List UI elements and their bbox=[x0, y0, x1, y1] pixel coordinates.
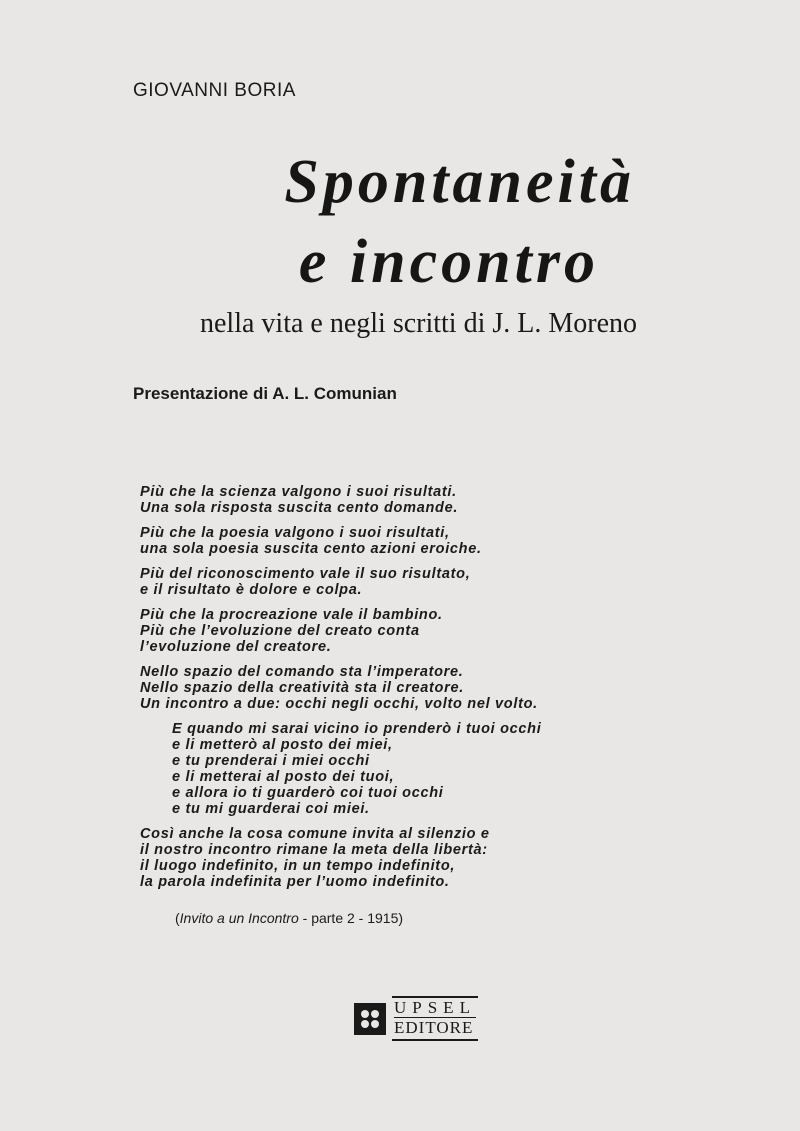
poem bbox=[140, 484, 541, 899]
poem-line: Più che la scienza valgono i suoi risultati. bbox=[140, 484, 457, 500]
poem-line: Una sola risposta suscita cento domande. bbox=[140, 500, 459, 516]
poem-line: e tu mi guarderai coi miei. bbox=[172, 801, 370, 817]
publisher-wordmark bbox=[392, 996, 478, 1041]
author-name: GIOVANNI BORIA bbox=[133, 80, 296, 101]
poem-line: Così anche la cosa comune invita al silenzio e bbox=[140, 826, 490, 842]
citation-rest: - parte 2 - 1915) bbox=[298, 910, 404, 926]
poem-line: Più che la poesia valgono i suoi risultati, bbox=[140, 525, 450, 541]
stanza bbox=[140, 525, 541, 557]
presentation-credit: Presentazione di A. L. Comunian bbox=[133, 384, 397, 403]
publisher-logo bbox=[354, 996, 478, 1041]
poem-line: E quando mi sarai vicino io prenderò i tuoi occhi bbox=[172, 721, 542, 737]
stanza bbox=[140, 607, 541, 655]
stanza-indented bbox=[172, 721, 541, 817]
title-line-2: e incontro bbox=[298, 228, 599, 296]
stanza bbox=[140, 664, 541, 712]
subtitle: nella vita e negli scritti di J. L. Moreno bbox=[200, 308, 638, 339]
citation-work: Invito a un Incontro bbox=[179, 910, 299, 926]
poem-line: Più del riconoscimento vale il suo risultato, bbox=[140, 566, 471, 582]
poem-line: Un incontro a due: occhi negli occhi, volto nel volto. bbox=[140, 696, 538, 712]
citation-open: ( bbox=[175, 910, 180, 926]
poem-line: l’evoluzione del creatore. bbox=[140, 639, 332, 655]
stanza bbox=[140, 484, 541, 516]
poem-line: una sola poesia suscita cento azioni eroiche. bbox=[140, 541, 482, 557]
book-title bbox=[115, 142, 635, 302]
poem-line: Nello spazio della creatività sta il creatore. bbox=[140, 680, 464, 696]
poem-line: il luogo indefinito, in un tempo indefinito, bbox=[140, 858, 456, 874]
publisher-sub: EDITORE bbox=[394, 1017, 476, 1038]
poem-line: e il risultato è dolore e colpa. bbox=[140, 582, 363, 598]
publisher-logo-icon bbox=[354, 1003, 386, 1035]
poem-line: la parola indefinita per l’uomo indefinito. bbox=[140, 874, 450, 890]
poem-line: e li metterai al posto dei tuoi, bbox=[172, 769, 395, 785]
poem-line: Più che la procreazione vale il bambino. bbox=[140, 607, 443, 623]
stanza bbox=[140, 566, 541, 598]
stanza bbox=[140, 826, 541, 890]
poem-citation bbox=[175, 910, 403, 926]
poem-line: Nello spazio del comando sta l’imperatore. bbox=[140, 664, 464, 680]
poem-line: e allora io ti guarderò coi tuoi occhi bbox=[172, 785, 444, 801]
publisher-name: UPSEL bbox=[394, 998, 476, 1017]
poem-line: e tu prenderai i miei occhi bbox=[172, 753, 370, 769]
poem-line: Più che l’evoluzione del creato conta bbox=[140, 623, 420, 639]
title-line-1: Spontaneità bbox=[284, 148, 635, 216]
poem-line: e li metterò al posto dei miei, bbox=[172, 737, 393, 753]
poem-line: il nostro incontro rimane la meta della libertà: bbox=[140, 842, 488, 858]
